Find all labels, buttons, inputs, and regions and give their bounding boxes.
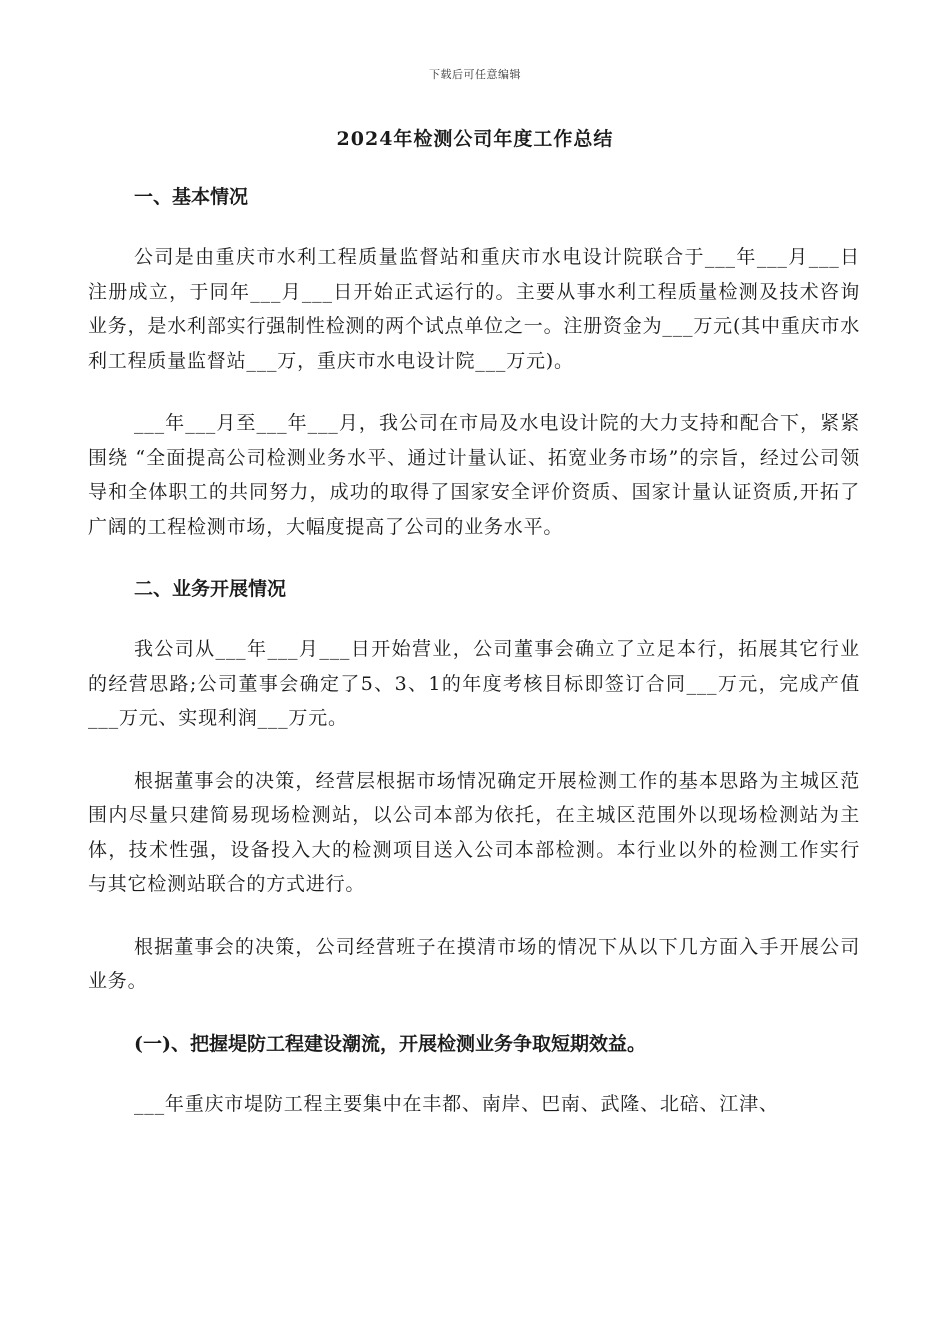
- paragraph: 我公司从___年___月___日开始营业，公司董事会确立了立足本行，拓展其它行业的经营思路;公司董事会确定了5、3、1的年度考核目标即签订合同___万元，完成产值___万元、实现利润___万元。: [88, 638, 860, 729]
- paragraph: 公司是由重庆市水利工程质量监督站和重庆市水电设计院联合于___年___月___日注册成立，于同年___月___日开始正式运行的。主要从事水利工程质量检测及技术咨询业务，是水利部实行强制性检测的两个试点单位之一。注册资金为___万元(其中重庆市水利工程质量监督站___万，重庆市水电设计院___万元)。: [88, 246, 860, 372]
- subsection-heading-levee: (一)、把握堤防工程建设潮流，开展检测业务争取短期效益。: [134, 1032, 646, 1055]
- paragraph: 根据董事会的决策，公司经营班子在摸清市场的情况下从以下几方面入手开展公司业务。: [88, 935, 860, 992]
- paragraph: 根据董事会的决策，经营层根据市场情况确定开展检测工作的基本思路为主城区范围内尽量只建简易现场检测站，以公司本部为依托，在主城区范围外以现场检测站为主体，技术性强，设备投入大的检测项目送入公司本部检测。本行业以外的检测工作实行与其它检测站联合的方式进行。: [88, 769, 860, 895]
- section-heading-business: 二、业务开展情况: [134, 578, 287, 600]
- section-heading-basic-info: 一、基本情况: [134, 186, 249, 208]
- document-body: [88, 180, 860, 1121]
- header-note: 下载后可任意编辑: [429, 68, 521, 81]
- document-title: 2024年检测公司年度工作总结: [336, 128, 614, 150]
- paragraph: ___年___月至___年___月，我公司在市局及水电设计院的大力支持和配合下，紧紧围绕 “全面提高公司检测业务水平、通过计量认证、拓宽业务市场”的宗旨，经过公司领导和全体职工的共同努力，成功的取得了国家安全评价资质、国家计量认证资质,开拓了广阔的工程检测市场，大幅度提高了公司的业务水平。: [88, 412, 860, 538]
- paragraph: ___年重庆市堤防工程主要集中在丰都、南岸、巴南、武隆、北碚、江津、: [134, 1092, 779, 1115]
